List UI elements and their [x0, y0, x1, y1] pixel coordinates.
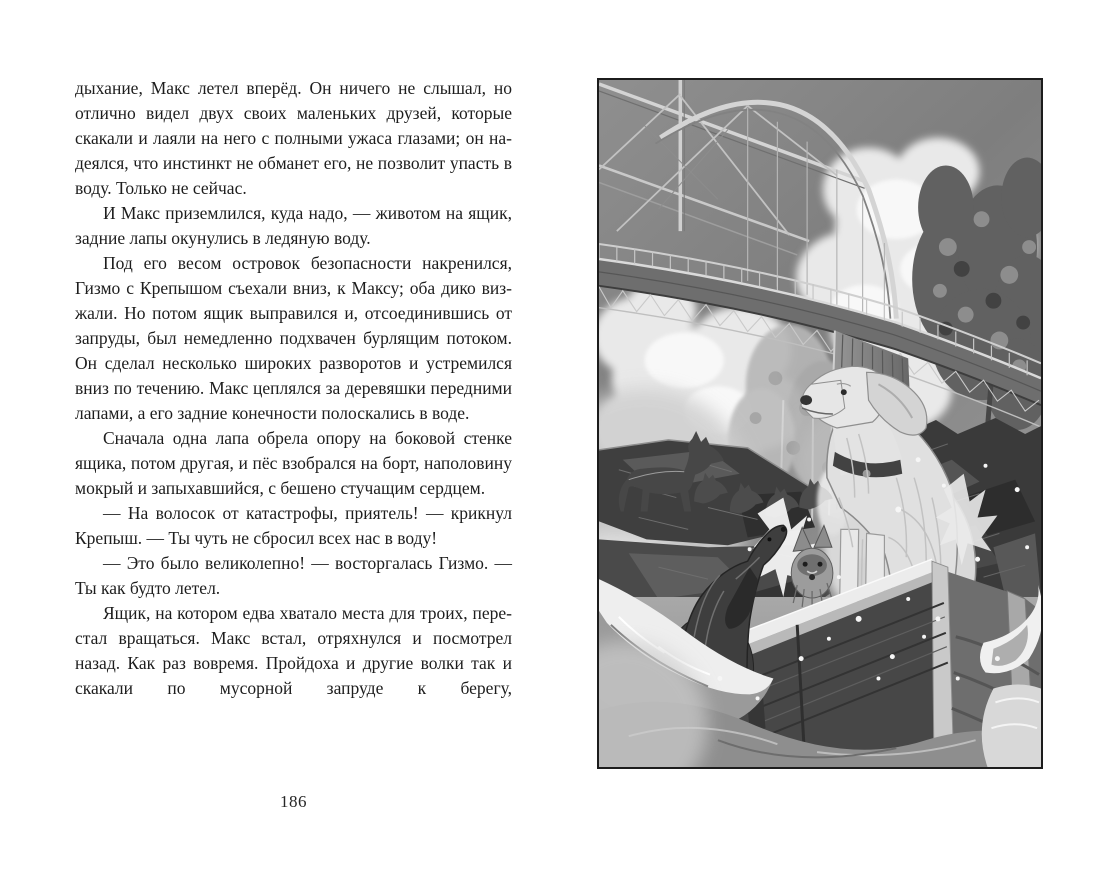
paragraph: Ящик, на котором едва хватало места для троих, перестал вращаться. Макс встал, отряхнулся и посмотрел назад. Как раз вовремя. Пройдоха и другие волки так и скакали по мусорной запруде к берегу,: [75, 603, 512, 698]
paragraph: — Это было великолепно! — восторгалась Гизмо. — Ты как будто летел.: [75, 553, 512, 598]
dachshund-eye: [767, 537, 771, 541]
terrier-eye: [818, 562, 823, 567]
illustration-frame: [597, 78, 1043, 769]
terrier-eye: [803, 562, 808, 567]
illustration: [599, 80, 1041, 767]
max-eye: [841, 389, 847, 395]
page-number: 186: [280, 792, 307, 811]
terrier-nose: [809, 574, 815, 580]
paragraph: — На волосок от катастрофы, приятель! — крикнул Крепыш. — Ты чуть не сбросил всех нас в воду!: [75, 503, 512, 548]
dachshund-nose: [781, 527, 786, 532]
paragraph: Под его весом островок безопасности накренился, Гизмо с Крепышом съехали вниз, к Максу; оба дико визжали. Но потом ящик выправился и, отсоединившись от запруды, был немедленно подхвачен бурлящим потоком. Он сделал несколько широких разворотов и устремился вниз по течению. Макс цеплялся за деревяшки передними лапами, а его задние конечности полоскались в воде.: [75, 253, 512, 423]
paragraph: Сначала одна лапа обрела опору на боковой стенке ящика, потом другая, и пёс взобрался на борт, наполовину мокрый и запыхавшийся, с бешено стучащим сердцем.: [75, 428, 512, 498]
body-text: [75, 76, 512, 701]
paragraph: И Макс приземлился, куда надо, — животом на ящик, задние лапы окунулись в ледяную воду.: [75, 203, 512, 248]
max-nose: [800, 395, 812, 405]
paragraph: дыхание, Макс летел вперёд. Он ничего не слышал, но отлично видел двух своих маленьких друзей, которые скакали и лаяли на него с полными ужаса глазами; он надеялся, что инстинкт не обманет его, не позволит упасть в воду. Только не сейчас.: [75, 78, 512, 198]
